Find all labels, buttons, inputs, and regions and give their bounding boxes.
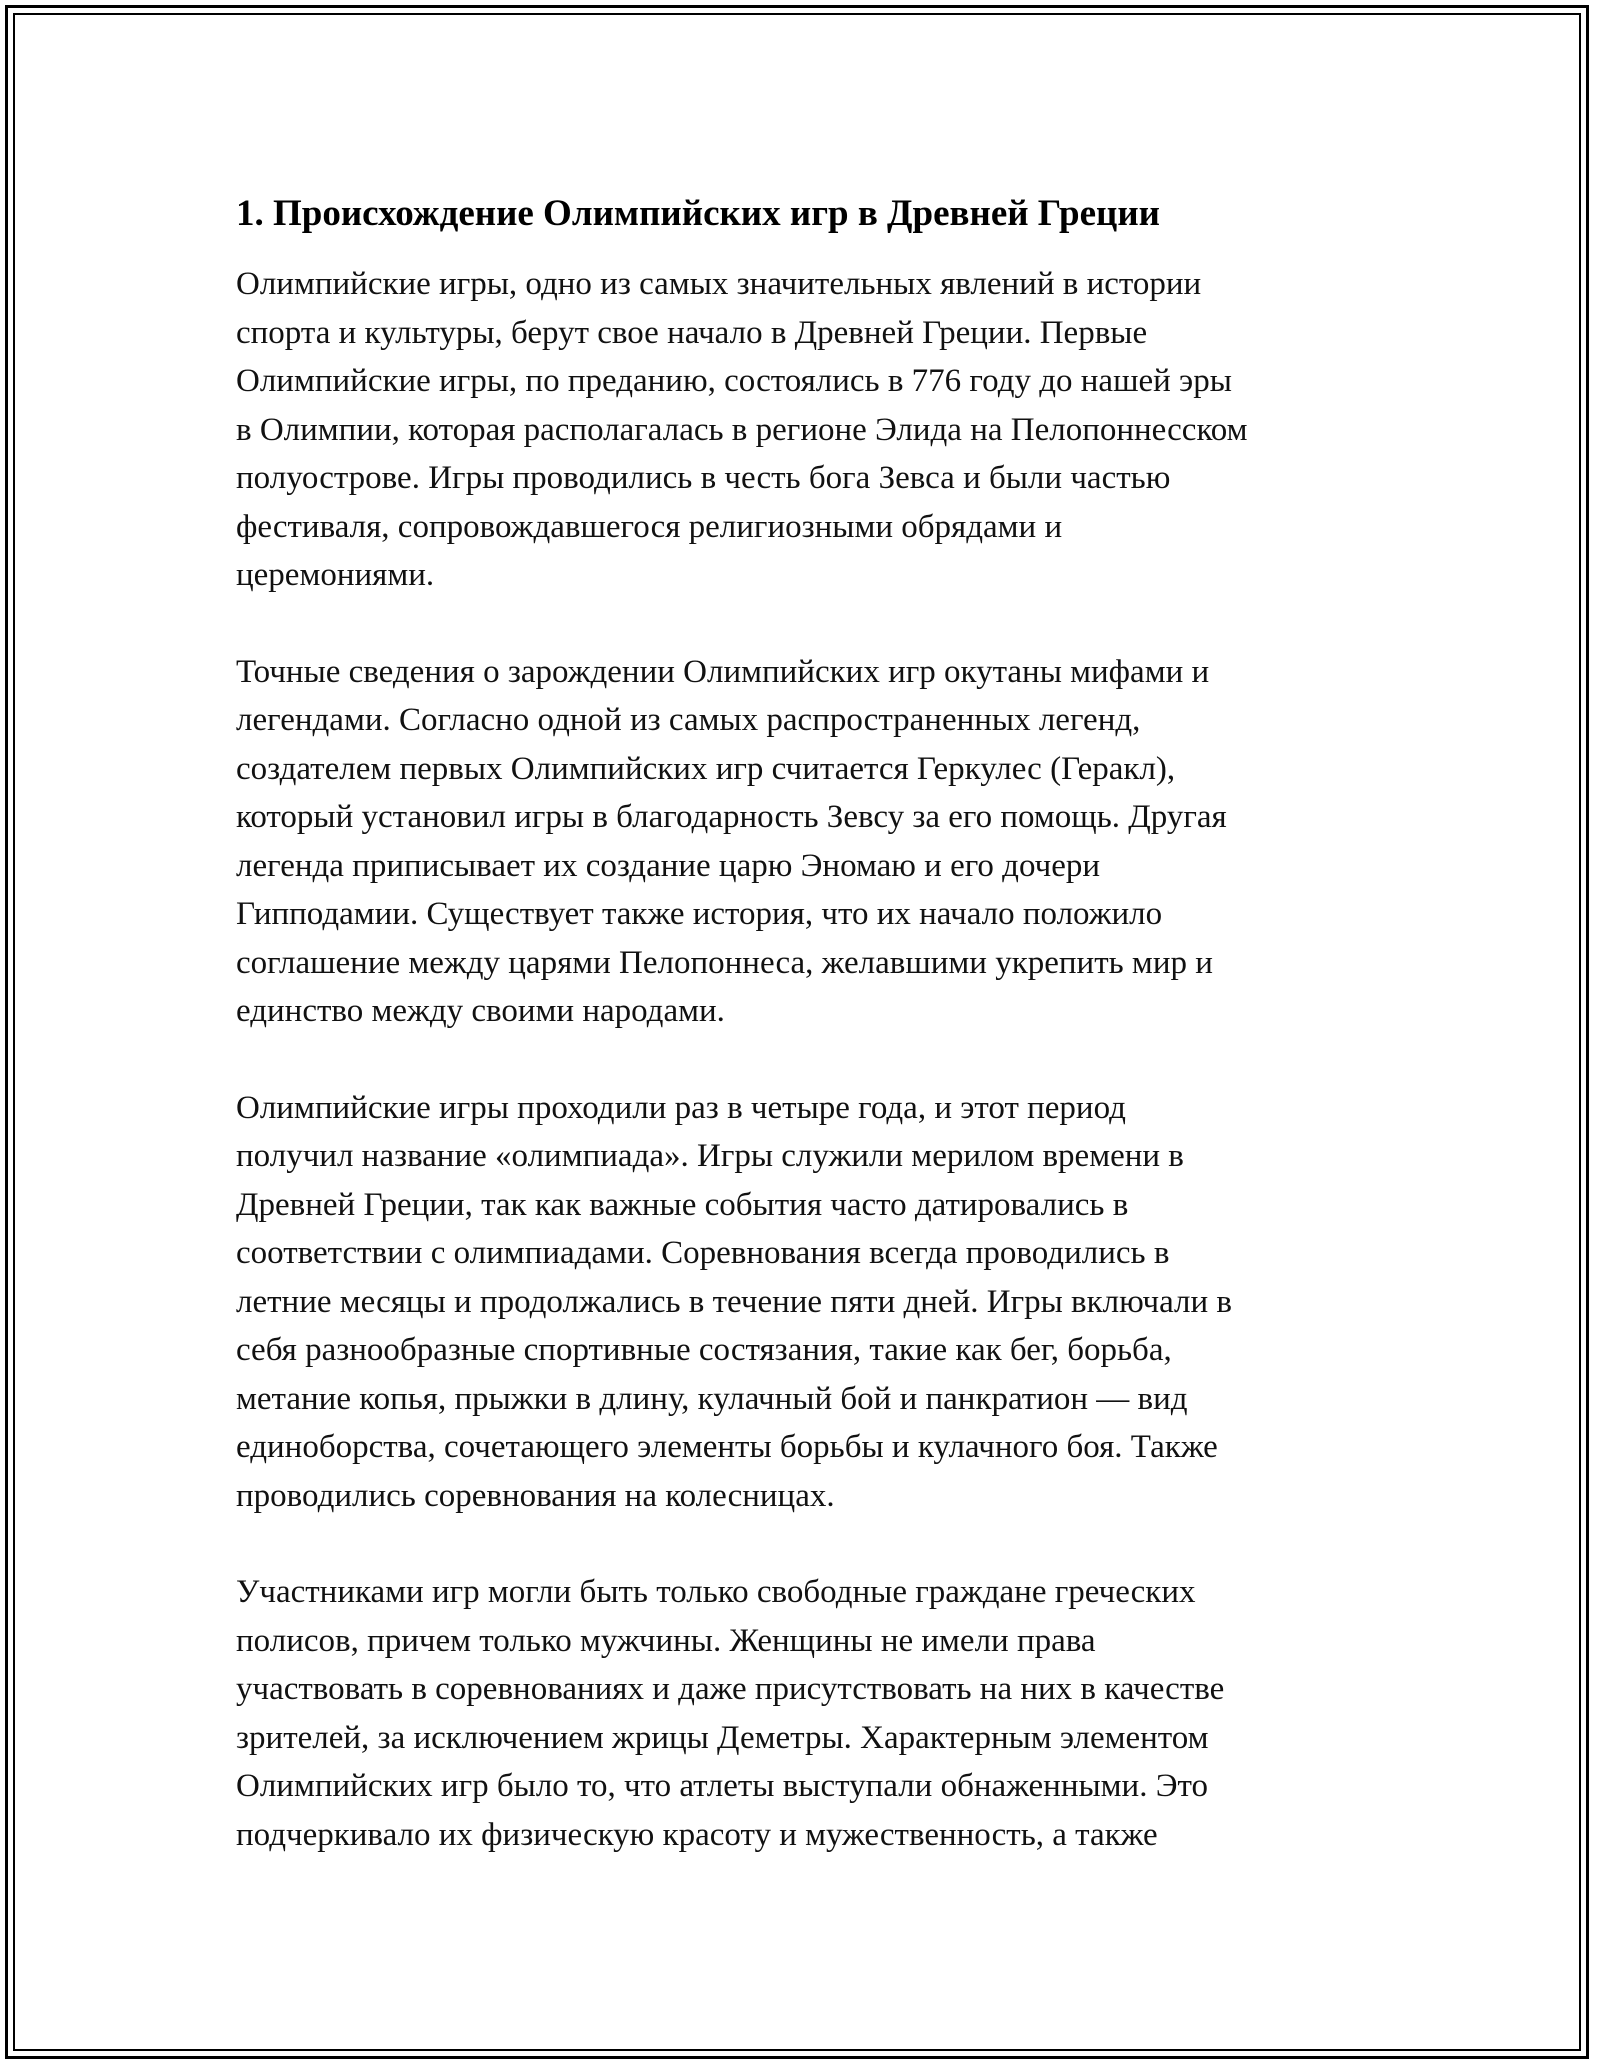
text-line: подчеркивало их физическую красоту и мужественность, а также [236, 1816, 1158, 1853]
text-line: проводились соревнования на колесницах. [236, 1477, 835, 1514]
section-heading: 1. Происхождение Олимпийских игр в Древней Греции [236, 193, 1160, 234]
text-line: Олимпийские игры, по преданию, состоялись в 776 году до нашей эры [236, 363, 1232, 399]
text-line: полуострове. Игры проводились в честь бога Зевса и были частью [236, 460, 1171, 496]
paragraph-4 [236, 1568, 1376, 1859]
text-line: единство между своими народами. [236, 993, 725, 1029]
text-line: полисов, причем только мужчины. Женщины не имели права [236, 1622, 1096, 1659]
text-line: в Олимпии, которая располагалась в регионе Элида на Пелопоннесском [236, 411, 1248, 448]
text-line: Точные сведения о зарождении Олимпийских игр окутаны мифами и [236, 653, 1210, 690]
paragraph-1 [236, 260, 1376, 600]
text-line: создателем первых Олимпийских игр считается Геркулес (Геракл), [236, 750, 1176, 787]
paragraph-3 [236, 1084, 1376, 1521]
text-line: спорта и культуры, берут свое начало в Древней Греции. Первые [236, 314, 1148, 351]
text-line: церемониями. [236, 557, 435, 593]
text-line: Участниками игр могли быть только свободные граждане греческих [236, 1574, 1196, 1610]
text-line: метание копья, прыжки в длину, кулачный бой и панкратион — вид [236, 1380, 1188, 1417]
text-line: себя разнообразные спортивные состязания, такие как бег, борьба, [236, 1332, 1172, 1368]
text-line: единоборства, сочетающего элементы борьбы и кулачного боя. Также [236, 1429, 1218, 1465]
text-line: Древней Греции, так как важные события часто датировались в [236, 1186, 1129, 1223]
text-line: зрителей, за исключением жрицы Деметры. Характерным элементом [236, 1719, 1209, 1756]
text-line: участвовать в соревнованиях и даже присутствовать на них в качестве [236, 1671, 1225, 1707]
text-line: Гипподамии. Существует также история, что их начало положило [236, 896, 1163, 932]
text-line: соглашение между царями Пелопоннеса, желавшими укрепить мир и [236, 944, 1213, 981]
text-line: Олимпийские игры проходили раз в четыре года, и этот период [236, 1089, 1126, 1126]
text-line: фестиваля, сопровождавшегося религиозными обрядами и [236, 508, 1063, 545]
text-line: Олимпийских игр было то, что атлеты выступали обнаженными. Это [236, 1768, 1208, 1804]
text-line: соответствии с олимпиадами. Соревнования всегда проводились в [236, 1235, 1170, 1271]
text-line: легенда приписывает их создание царю Эномаю и его дочери [236, 847, 1101, 884]
paragraph-2 [236, 648, 1376, 1036]
text-line: который установил игры в благодарность Зевсу за его помощь. Другая [236, 799, 1227, 835]
text-line: легендами. Согласно одной из самых распространенных легенд, [236, 702, 1141, 738]
text-line: летние месяцы и продолжались в течение пяти дней. Игры включали в [236, 1283, 1232, 1320]
text-line: получил название «олимпиада». Игры служили мерилом времени в [236, 1138, 1184, 1174]
document-page [236, 188, 1376, 1907]
text-line: Олимпийские игры, одно из самых значительных явлений в истории [236, 266, 1202, 302]
